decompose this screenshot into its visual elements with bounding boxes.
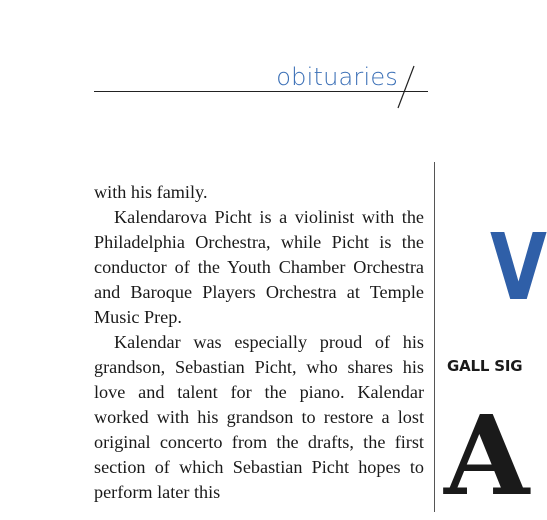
adjacent-headline: V (490, 214, 547, 321)
section-title: obituaries (276, 63, 398, 91)
article-paragraph: Kalendarova Picht is a violinist with the Philadelphia Orchestra, while Picht is the conductor of the Youth Chamber Orchestra and Baroque Players Orchestra at Temple Music Prep. (94, 207, 424, 327)
adjacent-byline: GALL SIG (447, 357, 523, 375)
column-divider (434, 162, 435, 512)
article-body (94, 180, 424, 505)
article-paragraph: with his family. (94, 182, 208, 202)
header-slash-icon (384, 60, 424, 110)
article-paragraph: Kalendar was especially proud of his grandson, Sebastian Picht, who shares his love and talent for the piano. Kalendar worked with his grandson to restore a lost original concerto from the drafts, the first section of which Sebastian Picht hopes to perform later this (94, 332, 424, 502)
section-header (94, 60, 434, 110)
header-rule (94, 91, 428, 92)
drop-cap: A (444, 391, 530, 520)
